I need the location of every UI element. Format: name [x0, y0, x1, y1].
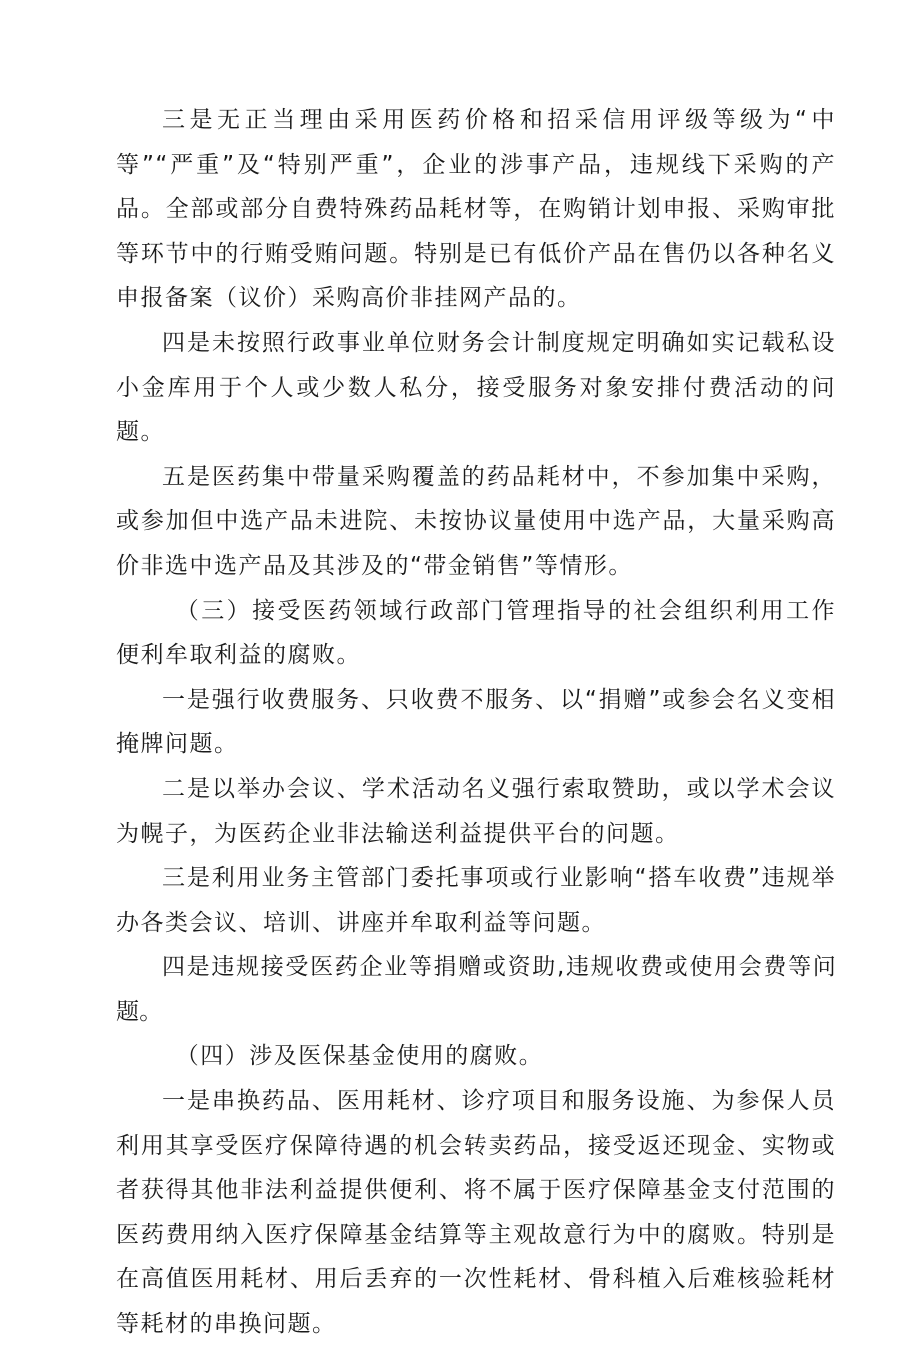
document-body: [116, 98, 836, 1347]
paragraph-four-donations: 四是违规接受医药企业等捐赠或资助,违规收费或使用会费等问题。: [116, 954, 836, 1025]
paragraph-three-piggyback-fees: 三是利用业务主管部门委托事项或行业影响“搭车收费”违规举办各类会议、培训、讲座并牟取利益等问题。: [116, 865, 836, 936]
section-heading-four: （四）涉及医保基金使用的腐败。: [175, 1043, 544, 1070]
section-heading-three: （三）接受医药领域行政部门管理指导的社会组织利用工作便利牟取利益的腐败。: [116, 597, 836, 669]
paragraph-two-sponsorship: 二是以举办会议、学术活动名义强行索取赞助，或以学术会议为幌子，为医药企业非法输送利益提供平台的问题。: [116, 775, 836, 847]
paragraph-four-private-coffers: 四是未按照行政事业单位财务会计制度规定明确如实记载私设小金库用于个人或少数人私分，接受服务对象安排付费活动的问题。: [116, 329, 836, 446]
paragraph-one-forced-fees: 一是强行收费服务、只收费不服务、以“捐赠”或参会名义变相掩牌问题。: [116, 686, 836, 758]
paragraph-three-unjustified-procurement: 三是无正当理由采用医药价格和招采信用评级等级为“中等”“严重”及“特别严重”，企业的涉事产品，违规线下采购的产品。全部或部分自费特殊药品耗材等，在购销计划申报、采购审批等环节中的行贿受贿问题。特别是已有低价产品在售仍以各种名义申报备案（议价）采购高价非挂网产品的。: [116, 107, 836, 312]
paragraph-five-volume-procurement: 五是医药集中带量采购覆盖的药品耗材中，不参加集中采购，或参加但中选产品未进院、未按协议量使用中选产品，大量采购高价非选中选产品及其涉及的“带金销售”等情形。: [116, 463, 836, 579]
paragraph-one-medical-insurance-fund: 一是串换药品、医用耗材、诊疗项目和服务设施、为参保人员利用其享受医疗保障待遇的机会转卖药品，接受返还现金、实物或者获得其他非法利益提供便利、将不属于医疗保障基金支付范围的医药费用纳入医疗保障基金结算等主观故意行为中的腐败。特别是在高值医用耗材、用后丢弃的一次性耗材、骨科植入后难核验耗材等耗材的串换问题。: [116, 1088, 836, 1338]
